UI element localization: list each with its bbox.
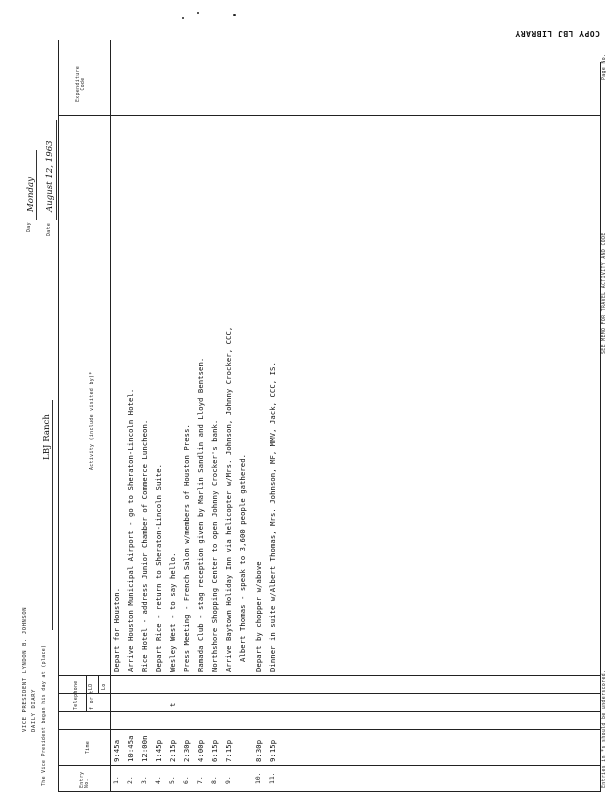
entry-number: 4. xyxy=(154,776,162,784)
entry-time: 1:45p xyxy=(154,739,163,762)
entry-activity: Press Meeting - French Salon w/members of Houston Press. xyxy=(182,424,191,672)
col-lo: Lo xyxy=(102,683,107,690)
col-rule xyxy=(58,729,600,730)
entry-telephone-mark: t xyxy=(168,702,177,707)
telephone-sub-rule xyxy=(86,676,87,712)
table-top-rule xyxy=(58,40,59,792)
entry-number: 8. xyxy=(210,776,218,784)
header-subtitle: DAILY DIARY xyxy=(31,688,37,732)
footer-note: Entries in *s should be underscored. xyxy=(602,669,607,788)
date-underline xyxy=(56,120,57,220)
col-rule xyxy=(58,675,600,676)
entry-activity: Dinner in suite w/Albert Thomas, Mrs. Johnson, MF, MMV, Jack, CCC, IS. xyxy=(268,362,277,672)
entry-activity: Depart by chopper w/above xyxy=(254,561,263,672)
entry-activity: Wesley West - to say hello. xyxy=(168,552,177,672)
entry-time: 2:30p xyxy=(182,739,191,762)
col-f-or-t: f or t xyxy=(90,690,95,710)
col-rule xyxy=(58,765,600,766)
telephone-sub-rule xyxy=(98,676,99,694)
entry-time: 7:15p xyxy=(224,739,233,762)
col-rule xyxy=(58,115,600,116)
footer-memo: SEE MEMO FOR TRAVEL ACTIVITY AND CODE xyxy=(602,232,607,354)
header-bottom-rule xyxy=(110,40,111,792)
day-value: Monday xyxy=(26,177,36,212)
entry-number: 6. xyxy=(182,776,190,784)
entry-number: 11. xyxy=(268,772,276,784)
entry-time: 2:15p xyxy=(168,739,177,762)
day-underline xyxy=(36,150,37,220)
entry-number: 9. xyxy=(224,776,232,784)
entry-activity: Rice Hotel - address Junior Chamber of Commerce Luncheon. xyxy=(140,419,149,672)
entry-number: 1. xyxy=(112,776,120,784)
entry-activity: Ramada Club - stag reception given by Marlin Sandlin and Lloyd Bentsen. xyxy=(196,357,205,672)
col-time: Time xyxy=(86,740,91,754)
date-label: Date xyxy=(47,222,52,236)
entry-time: 4:00p xyxy=(196,739,205,762)
header-title: VICE PRESIDENT LYNDON B. JOHNSON xyxy=(22,606,28,732)
entry-time: 8:30p xyxy=(254,739,263,762)
entry-time: 12:00n xyxy=(140,735,149,762)
col-expenditure: Expenditure Code xyxy=(76,65,86,102)
col-entry-no: Entry No. xyxy=(80,771,90,788)
library-stamp: COPY LBJ LIBRARY xyxy=(514,29,600,38)
entry-number: 2. xyxy=(126,776,134,784)
entry-activity-continued: Albert Thomas - speak to 3,600 people gathered. xyxy=(238,453,247,662)
day-label: Day xyxy=(27,222,32,232)
entry-time: 9:15p xyxy=(268,739,277,762)
entry-number: 5. xyxy=(168,776,176,784)
place-underline xyxy=(52,400,53,630)
footer-page-number: Page No. xyxy=(602,53,607,80)
entry-activity: Northshore Shopping Center to open Johnny Crocker's bank. xyxy=(210,419,219,672)
entry-number: 10. xyxy=(254,772,262,784)
began-label: The Vice President began his day at (place) xyxy=(42,644,47,786)
entry-activity: Depart Rice - return to Sheraton-Lincoln Suite. xyxy=(154,463,163,672)
date-value: August 12, 1963 xyxy=(45,140,55,212)
entry-time: 9:45a xyxy=(112,739,121,762)
entry-number: 7. xyxy=(196,776,204,784)
col-rule xyxy=(58,693,600,694)
entry-number: 3. xyxy=(140,776,148,784)
col-rule xyxy=(58,711,600,712)
entry-activity: Arrive Baytown Holiday Inn via helicopter w/Mrs. Johnson, Johnny Crocker, CCC, xyxy=(224,326,233,672)
entry-time: 6:15p xyxy=(210,739,219,762)
entry-activity: Arrive Houston Municipal Airport - go to Sheraton-Lincoln Hotel. xyxy=(126,388,135,672)
col-telephone: Telephone xyxy=(74,680,79,710)
entry-time: 10:45a xyxy=(126,735,135,762)
table-bottom-rule xyxy=(600,62,601,792)
col-ld: LD xyxy=(89,683,94,690)
entry-activity: Depart for Houston. xyxy=(112,587,121,672)
place-value: LBJ Ranch xyxy=(42,414,52,460)
col-activity: Activity (include visited by)* xyxy=(90,371,95,470)
